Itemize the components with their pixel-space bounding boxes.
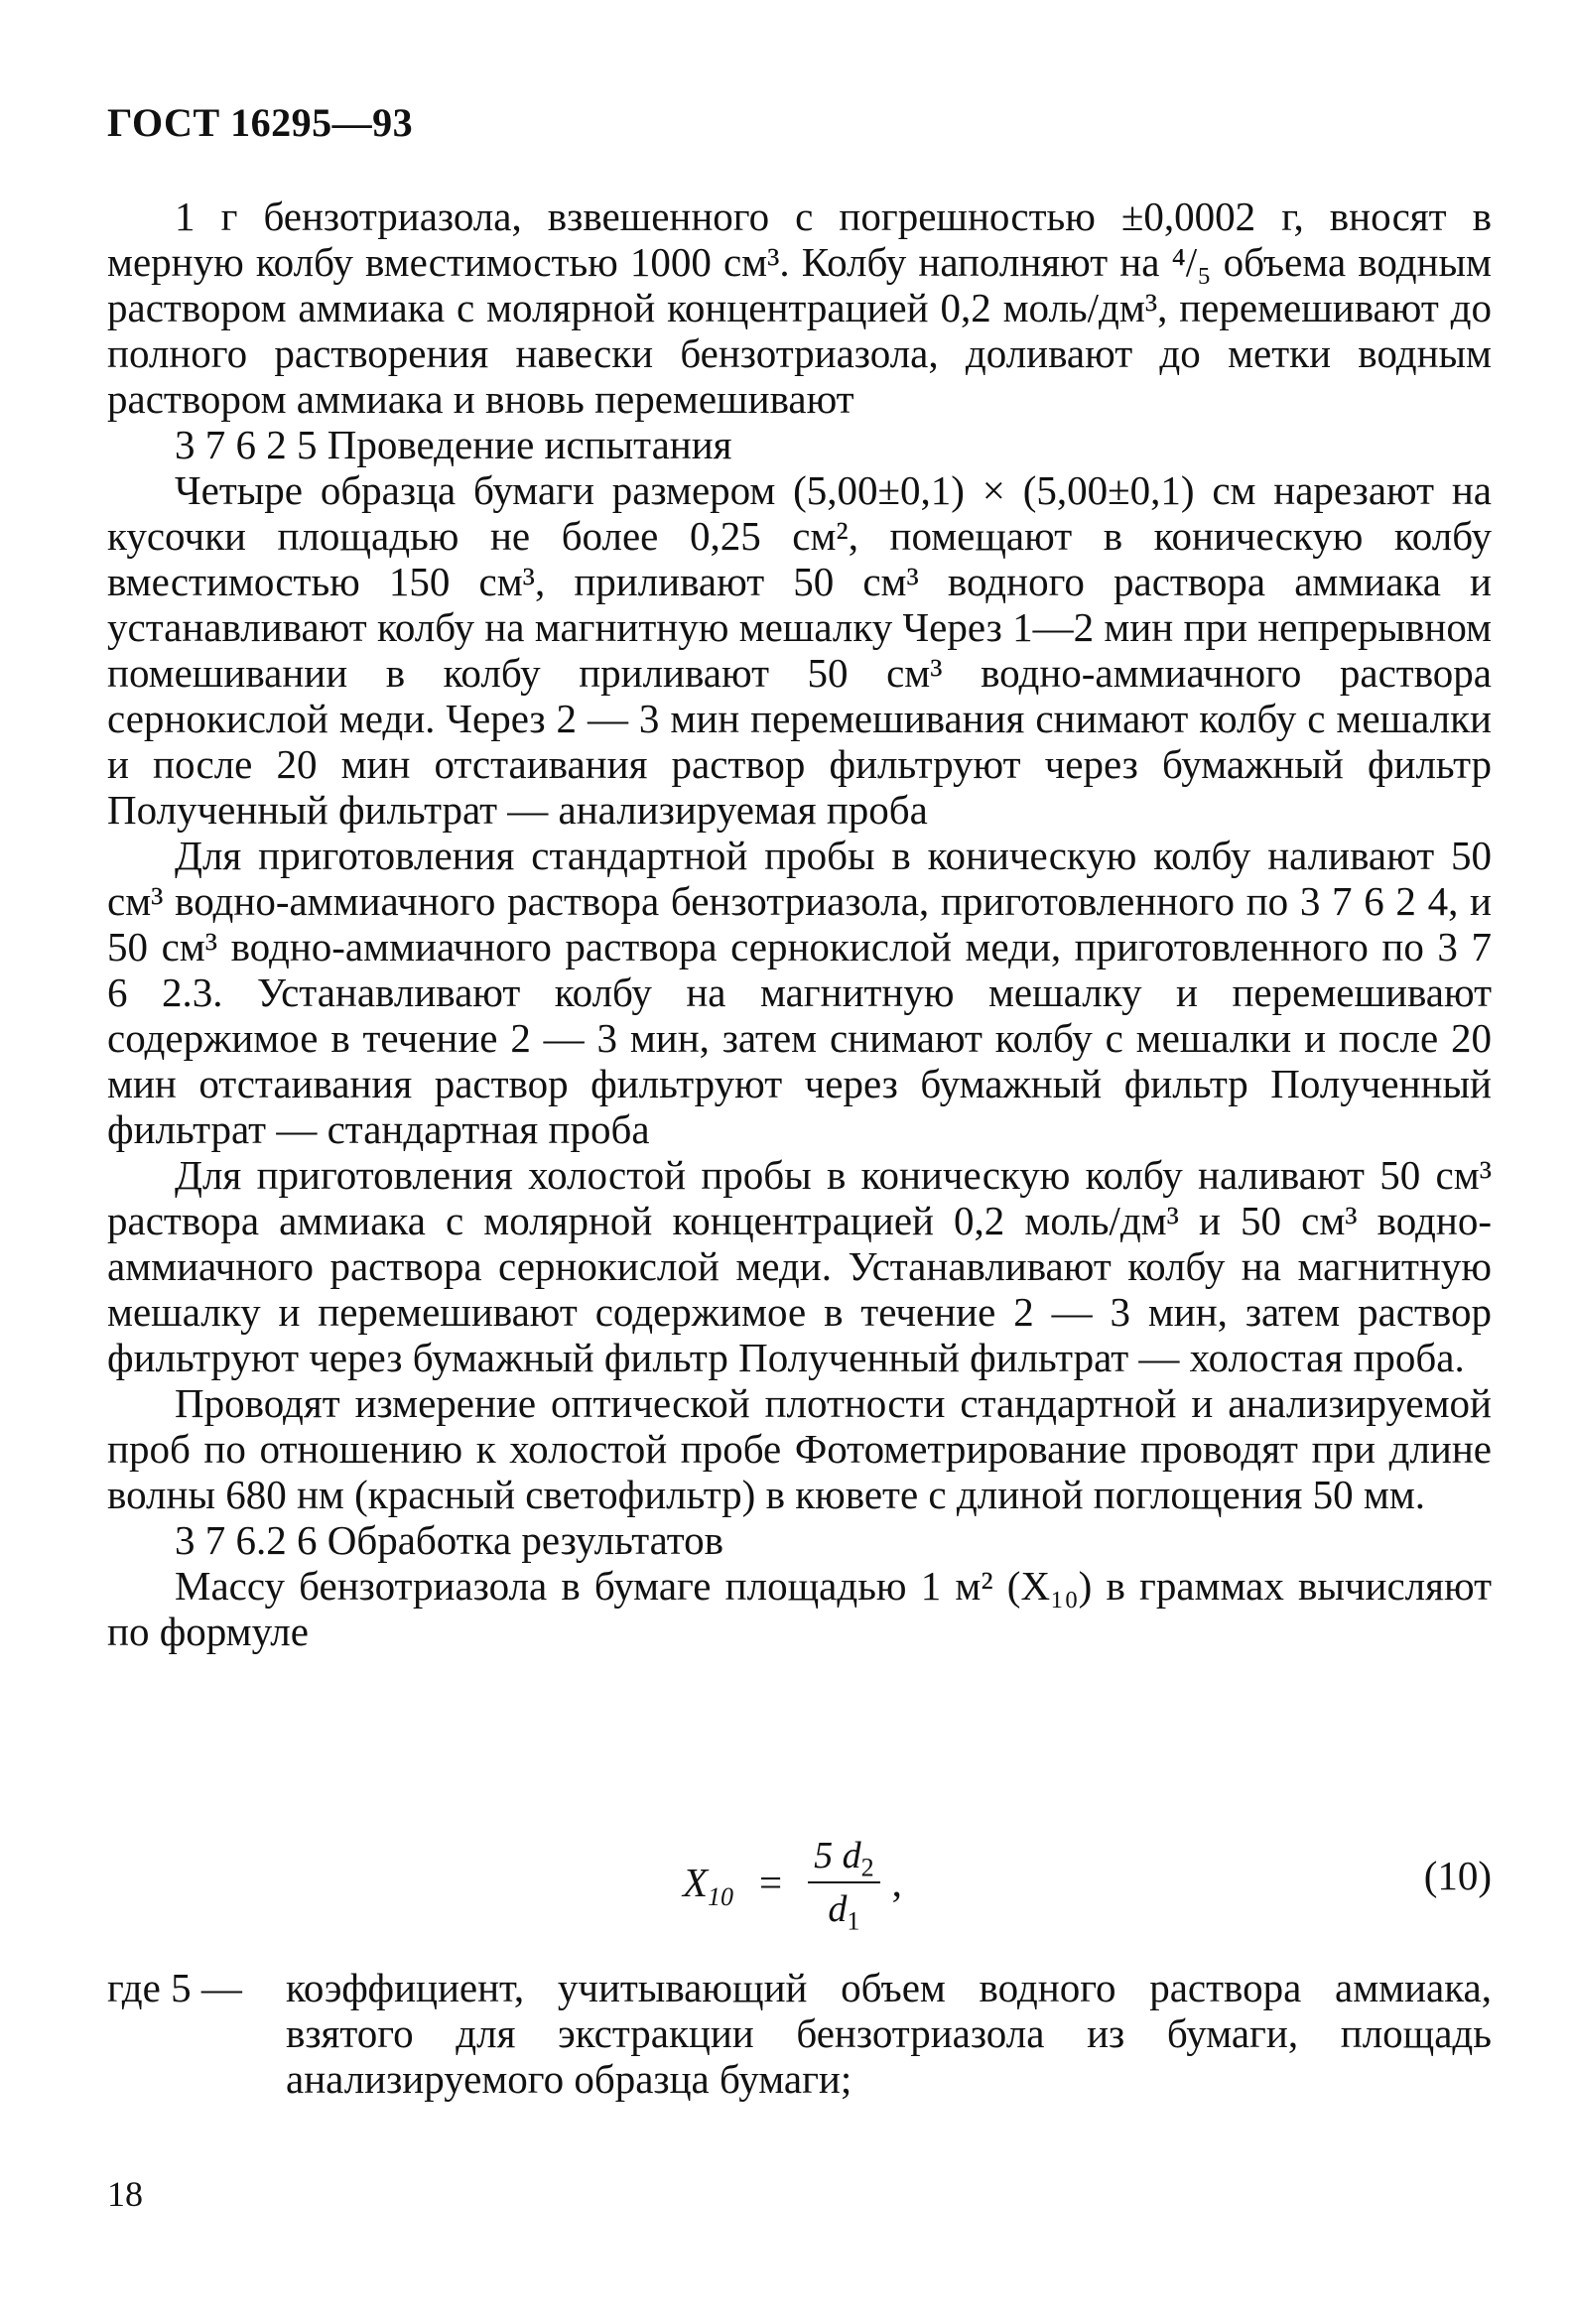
formula-lhs: $X_{10}$ [683, 1860, 734, 1912]
page-number: 18 [107, 2174, 143, 2214]
where-term: где 5 — [107, 1965, 242, 2010]
where-description: коэффициент, учитывающий объем водного раствора аммиака, взятого для экстракции бензотриазола из бумаги, площадь анализируемого образца бумаги; [286, 1965, 1492, 2102]
where-clause [107, 1965, 1492, 2102]
formula-row [107, 1824, 1492, 1936]
paragraph-measurement: Проводят измерение оптической плотности стандартной и анализируемой проб по отношению к холостой пробе Фотометрирование проводят при длине волны 680 нм (красный светофильтр) в кювете с длиной поглощения 50 мм. [107, 1380, 1492, 1517]
formula-number: (10) [1423, 1853, 1492, 1898]
formula-numerator: 5 $d_2$ [808, 1834, 880, 1883]
paragraph-sample-prep: Четыре образца бумаги размером (5,00±0,1) × (5,00±0,1) см нарезают на кусочки площадью не более 0,25 см², помещают в коническую колбу вместимостью 150 см³, приливают 50 см³ водного раствора аммиака и устанавливают колбу на магнитную мешалку Через 1—2 мин при непрерывном помешивании в колбу приливают 50 см³ водно-аммиачного раствора сернокислой меди. Через 2 — 3 мин перемешивания снимают колбу с мешалки и после 20 мин отстаивания раствор фильтруют через бумажный фильтр Полученный фильтрат — анализируемая проба [107, 467, 1492, 833]
formula-denominator: $d_1$ [828, 1888, 860, 1936]
formula-x10 [683, 1834, 902, 1936]
paragraph-reagent-prep: 1 г бензотриазола, взвешенного с погрешностью ±0,0002 г, вносят в мерную колбу вместимостью 1000 см³. Колбу наполняют на ⁴/₅ объема водным раствором аммиака с молярной концентрацией 0,2 моль/дм³, перемешивают до полного растворения навески бензотриазола, доливают до метки водным раствором аммиака и вновь перемешивают [107, 194, 1492, 422]
paragraph-standard-sample: Для приготовления стандартной пробы в коническую колбу наливают 50 см³ водно-аммиачного раствора бензотриазола, приготовленного по 3 7 6 2 4, и 50 см³ водно-аммиачного раствора сернокислой меди, приготовленного по 3 7 6 2.3. Устанавливают колбу на магнитную мешалку и перемешивают содержимое в течение 2 — 3 мин, затем снимают колбу с мешалки и после 20 мин отстаивания раствор фильтруют через бумажный фильтр Полученный фильтрат — стандартная проба [107, 833, 1492, 1152]
page-header-standard: ГОСТ 16295—93 [107, 100, 414, 145]
paragraph-blank-sample: Для приготовления холостой пробы в коническую колбу наливают 50 см³ раствора аммиака с молярной концентрацией 0,2 моль/дм³ и 50 см³ водно-аммиачного раствора сернокислой меди. Устанавливают колбу на магнитную мешалку и перемешивают содержимое в течение 2 — 3 мин, затем раствор фильтруют через бумажный фильтр Полученный фильтрат — холостая проба. [107, 1152, 1492, 1380]
paragraph-formula-intro: Массу бензотриазола в бумаге площадью 1 м² (X₁₀) в граммах вычисляют по формуле [107, 1563, 1492, 1654]
section-heading-testing: 3 7 6 2 5 Проведение испытания [175, 422, 732, 467]
section-heading-results: 3 7 6.2 6 Обработка результатов [175, 1517, 724, 1563]
formula-comma: , [891, 1860, 902, 1905]
formula-fraction [808, 1834, 880, 1936]
body-text [107, 194, 1492, 1654]
formula-equals: = [759, 1860, 783, 1905]
